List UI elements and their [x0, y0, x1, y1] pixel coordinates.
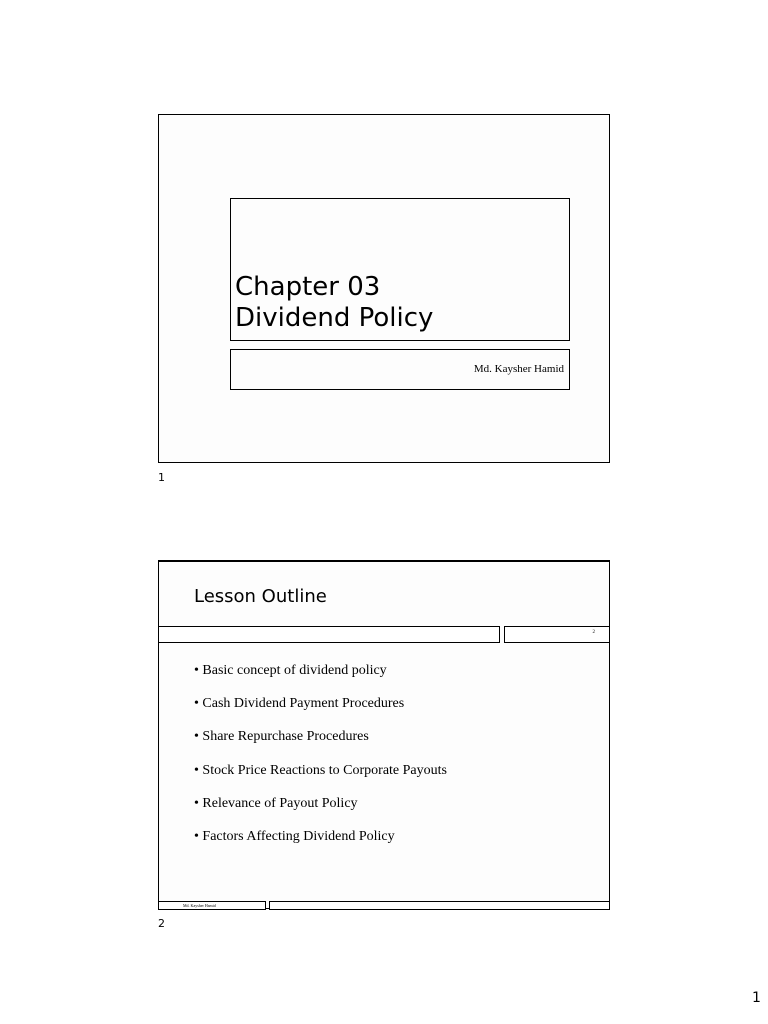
slide-number-box: [504, 626, 610, 643]
footer-author-box: [158, 901, 266, 910]
subtitle-box: [230, 349, 570, 390]
bullet-item: • Cash Dividend Payment Procedures: [194, 696, 405, 712]
slide-2-label: 2: [158, 917, 165, 930]
author-name: Md. Kaysher Hamid: [473, 363, 564, 375]
slide-1: [158, 114, 610, 463]
page-number: 1: [752, 990, 761, 1006]
bullet-item: • Stock Price Reactions to Corporate Payouts: [194, 762, 447, 778]
footer-bar: [269, 901, 610, 910]
footer-author: Md. Kaysher Hamid: [183, 903, 216, 908]
bullet-item: • Relevance of Payout Policy: [194, 795, 358, 811]
slide-2: [158, 560, 610, 909]
bullet-item: • Share Repurchase Procedures: [194, 729, 369, 745]
slide-title-line-2: Dividend Policy: [235, 303, 434, 333]
bullet-list: [194, 662, 447, 861]
title-rule-bar: [158, 626, 500, 643]
bullet-item: • Basic concept of dividend policy: [194, 663, 387, 678]
title-box: [230, 198, 570, 341]
slide-title: Lesson Outline: [194, 586, 327, 607]
slide-title-line-1: Chapter 03: [235, 272, 381, 302]
bullet-item: • Factors Affecting Dividend Policy: [194, 828, 395, 844]
slide-number: 2: [592, 630, 595, 635]
slide-1-label: 1: [158, 471, 165, 484]
